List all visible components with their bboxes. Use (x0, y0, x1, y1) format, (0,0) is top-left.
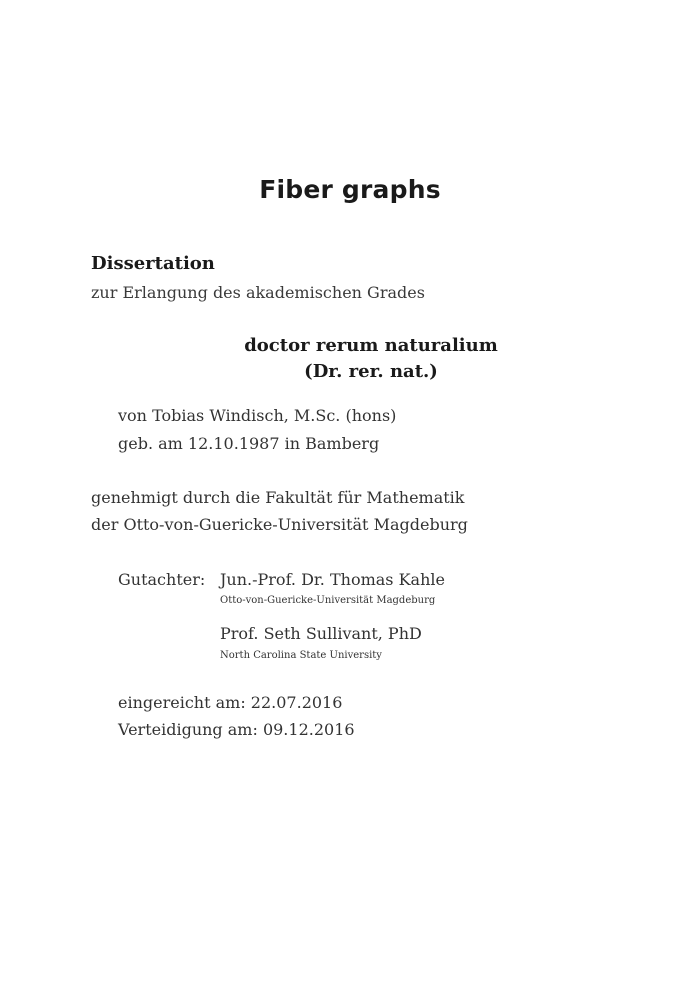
reviewer-affiliation: Otto-von-Guericke-Universität Magdeburg (220, 595, 436, 606)
approval-line-1: genehmigt durch die Fakultät für Mathematik (91, 488, 465, 507)
defense-date: Verteidigung am: 09.12.2016 (118, 720, 355, 739)
degree-abbreviation: (Dr. rer. nat.) (304, 361, 438, 382)
reviewers-label: Gutachter: (118, 570, 206, 589)
dissertation-heading: Dissertation (91, 253, 215, 274)
reviewer-name: Jun.-Prof. Dr. Thomas Kahle (220, 570, 445, 589)
degree-block (0, 335, 700, 382)
thesis-title: Fiber graphs (259, 175, 441, 204)
reviewer-name: Prof. Seth Sullivant, PhD (220, 624, 422, 643)
reviewer-affiliation: North Carolina State University (220, 650, 382, 661)
author-birth: geb. am 12.10.1987 in Bamberg (118, 434, 380, 453)
approval-line-2: der Otto-von-Guericke-Universität Magdeburg (91, 515, 468, 534)
dissertation-subtitle: zur Erlangung des akademischen Grades (91, 283, 425, 302)
degree-name: doctor rerum naturalium (244, 335, 498, 356)
submission-date: eingereicht am: 22.07.2016 (118, 693, 343, 712)
author-line: von Tobias Windisch, M.Sc. (hons) (118, 406, 397, 425)
